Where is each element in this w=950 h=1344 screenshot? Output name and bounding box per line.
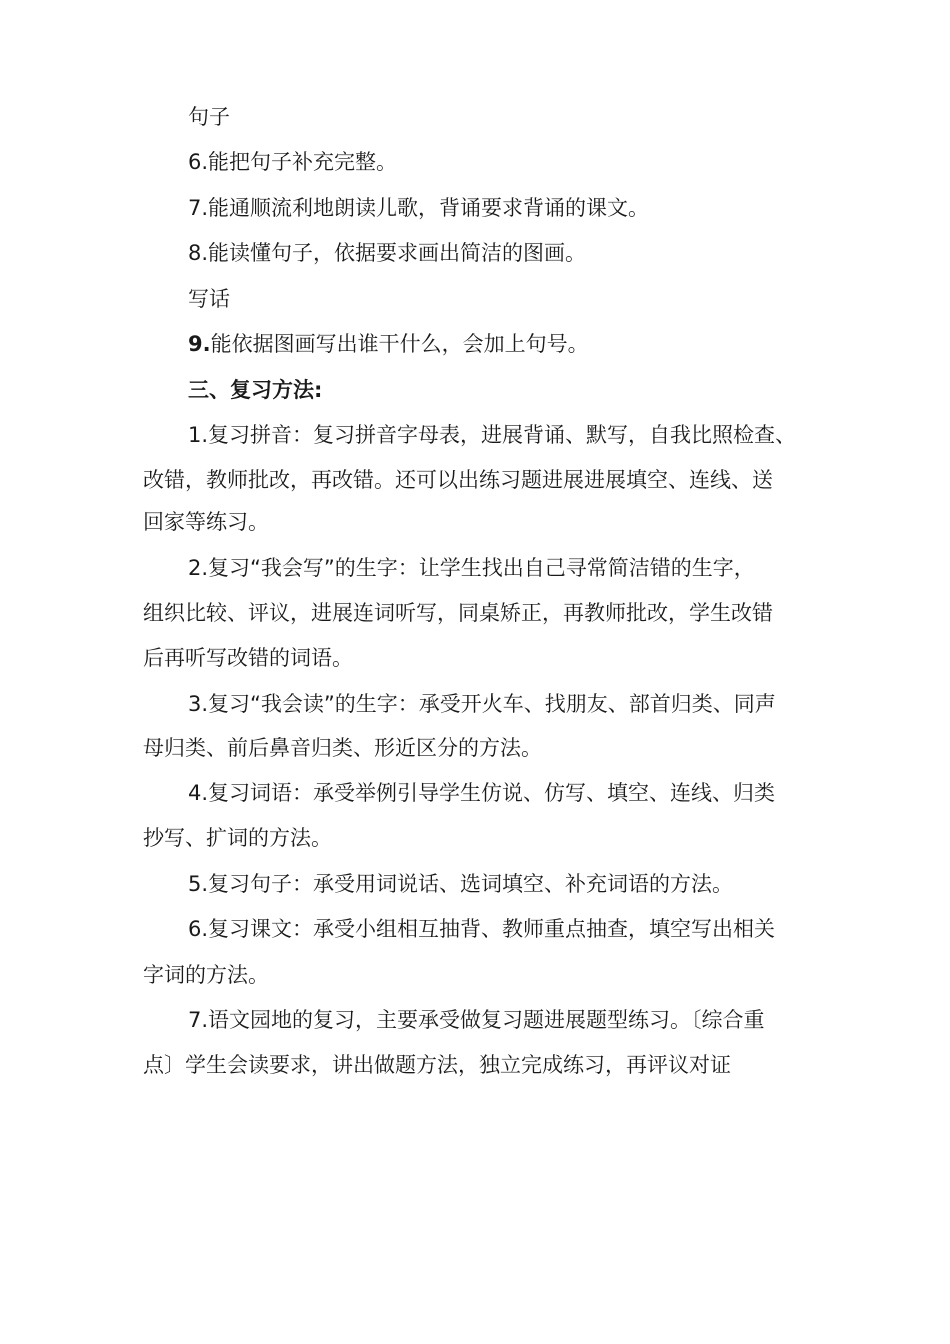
- goal-item-6: 6.能把句子补充完整。: [188, 150, 398, 174]
- method-1-line-2: 改错，教师批改，再改错。还可以出练习题进展进展填空、连线、送: [143, 468, 773, 492]
- method-7-line-1: 7.语文园地的复习，主要承受做复习题进展题型练习。〔综合重: [188, 1008, 765, 1032]
- method-3-line-2: 母归类、前后鼻音归类、形近区分的方法。: [143, 736, 542, 760]
- method-6-line-2: 字词的方法。: [143, 963, 269, 987]
- method-7-line-2: 点〕学生会读要求，讲出做题方法，独立完成练习，再评议对证: [143, 1053, 731, 1077]
- method-5-line-1: 5.复习句子：承受用词说话、选词填空、补充词语的方法。: [188, 872, 734, 896]
- method-6-line-1: 6.复习课文：承受小组相互抽背、教师重点抽查，填空写出相关: [188, 917, 776, 941]
- section-heading-sentences: 句子: [188, 105, 230, 129]
- goal-item-7: 7.能通顺流利地朗读儿歌，背诵要求背诵的课文。: [188, 196, 650, 220]
- section-heading-review-methods: 三、复习方法:: [188, 378, 323, 402]
- method-2-line-2: 组织比较、评议，进展连词听写，同桌矫正，再教师批改，学生改错: [143, 601, 773, 625]
- method-4-line-2: 抄写、扩词的方法。: [143, 826, 332, 850]
- goal-item-9-text: 能依据图画写出谁干什么，会加上句号。: [210, 332, 589, 356]
- goal-item-9-number: 9.: [188, 332, 211, 356]
- method-3-line-1: 3.复习“我会读”的生字：承受开火车、找朋友、部首归类、同声: [188, 692, 776, 716]
- method-4-line-1: 4.复习词语：承受举例引导学生仿说、仿写、填空、连线、归类: [188, 781, 776, 805]
- section-heading-writing: 写话: [188, 287, 230, 311]
- method-2-line-1: 2.复习“我会写”的生字：让学生找出自己寻常简洁错的生字，: [188, 556, 755, 580]
- goal-item-9: [188, 322, 823, 367]
- method-1-line-3: 回家等练习。: [143, 510, 269, 534]
- method-2-line-3: 后再听写改错的词语。: [143, 646, 353, 670]
- goal-item-8: 8.能读懂句子，依据要求画出简洁的图画。: [188, 241, 587, 265]
- method-1-line-1: 1.复习拼音：复习拼音字母表，进展背诵、默写，自我比照检查、: [188, 423, 797, 447]
